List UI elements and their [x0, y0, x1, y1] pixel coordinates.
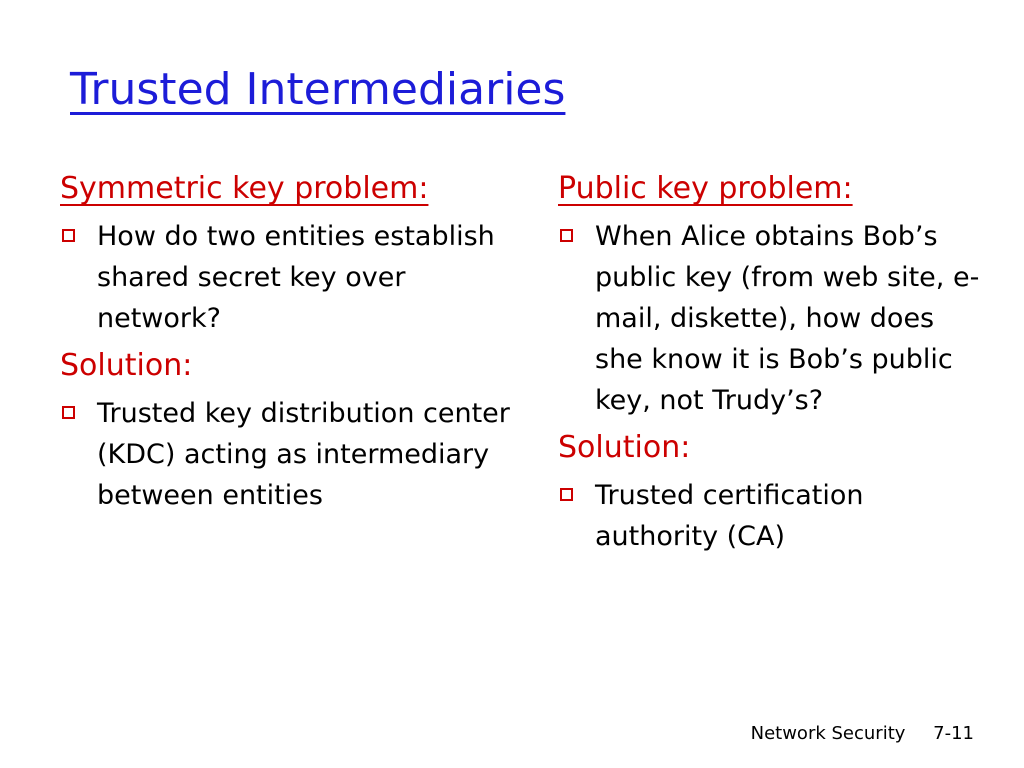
footer-section: Network Security: [750, 723, 906, 744]
public-solution-heading: Solution:: [558, 430, 691, 465]
symmetric-solution-text: Trusted key distribution center (KDC) acting as intermediary between entities: [97, 398, 510, 511]
square-bullet-icon: [560, 488, 573, 501]
list-item: [60, 216, 520, 339]
list-item: [60, 393, 520, 516]
symmetric-solution-heading: Solution:: [60, 348, 193, 383]
public-key-heading: Public key problem:: [558, 171, 853, 206]
slide-title: Trusted Intermediaries: [70, 64, 566, 115]
list-item: [558, 475, 988, 557]
list-item: [558, 216, 988, 421]
right-column: [558, 168, 988, 563]
square-bullet-icon: [62, 406, 75, 419]
square-bullet-icon: [560, 229, 573, 242]
footer-page-number: 7-11: [933, 723, 974, 744]
public-solution-text: Trusted certification authority (CA): [595, 480, 864, 552]
public-problem-text: When Alice obtains Bob’s public key (from web site, e-mail, diskette), how does she know it is Bob’s public key, not Trudy’s?: [595, 221, 980, 416]
symmetric-problem-text: How do two entities establish shared secret key over network?: [97, 221, 495, 334]
symmetric-key-heading: Symmetric key problem:: [60, 171, 429, 206]
slide-footer: [751, 722, 974, 746]
square-bullet-icon: [62, 229, 75, 242]
left-column: [60, 168, 520, 522]
